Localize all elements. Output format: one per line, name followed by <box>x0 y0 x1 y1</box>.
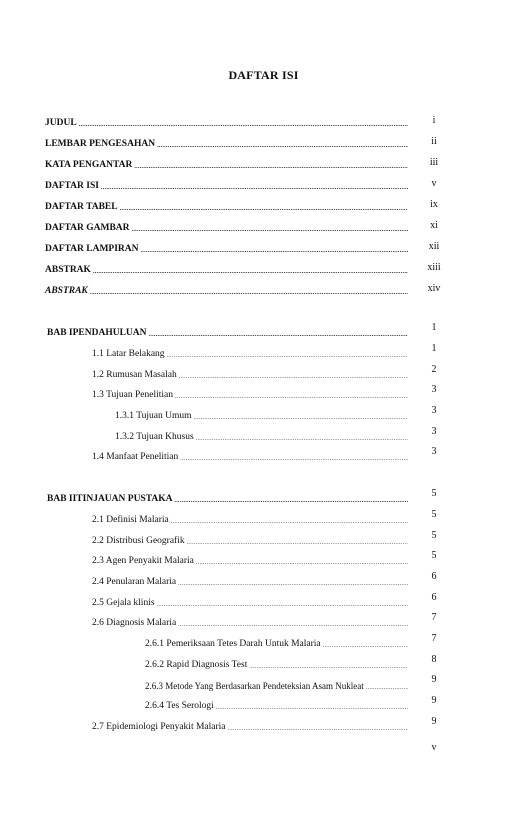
toc-page-number: 3 <box>431 405 437 416</box>
toc-entry-2-2 <box>92 535 410 547</box>
toc-label: ABSTRAK <box>45 286 88 296</box>
toc-entry-2-6-1 <box>145 638 410 650</box>
toc-entry-2-6-3 <box>145 680 410 692</box>
toc-page-number: xii <box>428 241 440 252</box>
toc-page-number: xiv <box>427 283 441 294</box>
toc-label: 1.3.1 Tujuan Umum <box>115 411 192 421</box>
toc-page-number: 6 <box>431 571 437 582</box>
toc-entry-daftar-gambar <box>45 222 410 234</box>
toc-label: DAFTAR GAMBAR <box>45 223 130 233</box>
toc-page-number: 3 <box>431 384 437 395</box>
toc-label: BAB IITINJAUAN PUSTAKA <box>47 494 173 504</box>
toc-entry-1-1 <box>92 348 410 360</box>
toc-page-number: 3 <box>431 426 437 437</box>
toc-entry-abstrak <box>45 264 410 276</box>
toc-entry-1-2 <box>92 369 410 381</box>
toc-page-number: i <box>432 115 436 126</box>
toc-entry-kata-pengantar <box>45 159 410 171</box>
toc-entry-bab-2 <box>47 493 410 505</box>
toc-entry-lembar-pengesahan <box>45 138 410 150</box>
toc-label: 1.3 Tujuan Penelitian <box>92 390 174 400</box>
toc-entry-2-6-2 <box>145 659 410 671</box>
toc-entry-1-3 <box>92 389 410 401</box>
toc-entry-daftar-tabel <box>45 201 410 213</box>
toc-entry-1-3-1 <box>115 410 410 422</box>
footer-page-number: v <box>431 742 437 753</box>
toc-page-number: 9 <box>431 716 437 727</box>
toc-label: KATA PENGANTAR <box>45 160 133 170</box>
toc-entry-2-5 <box>92 597 410 609</box>
toc-label: LEMBAR PENGESAHAN <box>45 139 156 149</box>
toc-page-number: ii <box>431 136 437 147</box>
toc-page-number: 9 <box>431 695 437 706</box>
toc-entry-2-7 <box>92 721 410 733</box>
toc-entry-1-4 <box>92 451 410 463</box>
toc-label: DAFTAR ISI <box>45 181 99 191</box>
toc-label: 2.1 Definisi Malaria <box>92 515 169 525</box>
toc-entry-daftar-isi <box>45 180 410 192</box>
toc-label: 2.6.3 Metode Yang Berdasarkan Pendeteksian Asam Nukleat <box>145 681 364 691</box>
toc-label: ABSTRAK <box>45 265 91 275</box>
toc-label: 2.7 Epidemiologi Penyakit Malaria <box>92 722 226 732</box>
page-title: DAFTAR ISI <box>228 68 299 82</box>
toc-page-number: 7 <box>431 612 437 623</box>
toc-page-number: 9 <box>431 674 437 685</box>
toc-page-number: 5 <box>431 488 437 499</box>
toc-entry-2-1 <box>92 514 410 526</box>
toc-page-number: 6 <box>431 592 437 603</box>
toc-label: BAB IPENDAHULUAN <box>47 328 147 338</box>
toc-entry-daftar-lampiran <box>45 243 410 255</box>
toc-entry-2-6 <box>92 617 410 629</box>
toc-page-number: iii <box>429 157 439 168</box>
toc-label: 1.1 Latar Belakang <box>92 349 165 359</box>
toc-label: DAFTAR TABEL <box>45 202 118 212</box>
toc-page-number: ix <box>430 199 438 210</box>
toc-entry-2-6-4 <box>145 700 410 712</box>
toc-page-number: 3 <box>431 446 437 457</box>
toc-entry-1-3-2 <box>115 431 410 443</box>
toc-label: 1.2 Rumusan Masalah <box>92 370 177 380</box>
toc-label: 2.4 Penularan Malaria <box>92 577 177 587</box>
toc-page-number: 5 <box>431 530 437 541</box>
toc-label: 1.4 Manfaat Penelitian <box>92 452 179 462</box>
toc-page-number: 8 <box>431 654 437 665</box>
toc-page-number: 5 <box>431 509 437 520</box>
toc-label: 2.6.2 Rapid Diagnosis Test <box>145 660 248 670</box>
toc-page-number: v <box>431 178 437 189</box>
toc-label: JUDUL <box>45 118 77 128</box>
toc-entry-2-3 <box>92 555 410 567</box>
toc-page-number: 2 <box>431 364 437 375</box>
toc-page-number: 1 <box>431 343 437 354</box>
toc-entry-abstrak-italic <box>45 285 410 297</box>
toc-label: 2.6.1 Pemeriksaan Tetes Darah Untuk Malaria <box>145 639 321 649</box>
toc-label: 2.6.4 Tes Serologi <box>145 701 214 711</box>
toc-label: 1.3.2 Tujuan Khusus <box>115 432 194 442</box>
toc-entry-2-4 <box>92 576 410 588</box>
toc-entry-bab-1 <box>47 327 410 339</box>
toc-page-number: xi <box>430 220 438 231</box>
toc-label: 2.5 Gejala klinis <box>92 598 155 608</box>
toc-label: DAFTAR LAMPIRAN <box>45 244 139 254</box>
toc-label: 2.2 Distribusi Geografik <box>92 536 185 546</box>
toc-page-number: 7 <box>431 633 437 644</box>
toc-label: 2.3 Agen Penyakit Malaria <box>92 556 194 566</box>
toc-page-number: xiii <box>427 262 441 273</box>
toc-entry-judul <box>45 117 410 129</box>
toc-page-number: 5 <box>431 550 437 561</box>
toc-label: 2.6 Diagnosis Malaria <box>92 618 177 628</box>
toc-page-number: 1 <box>431 322 437 333</box>
